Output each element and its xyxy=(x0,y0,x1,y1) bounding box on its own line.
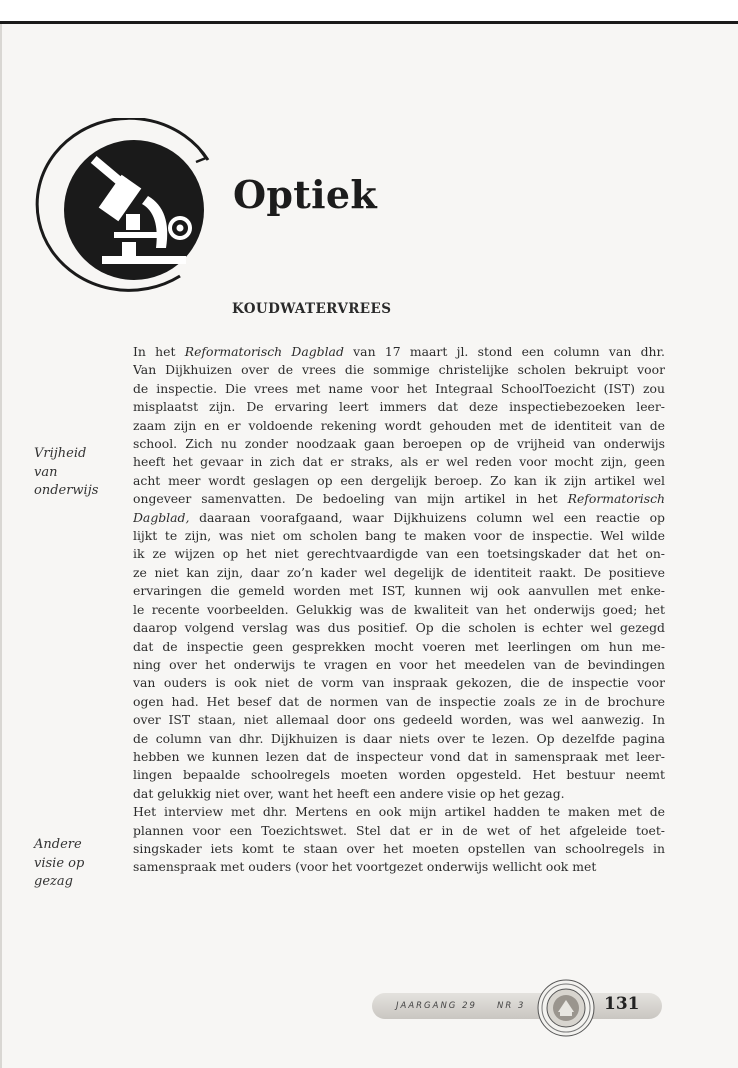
body-line: acht meer wordt geslagen op een dergelijk beroep. Zo kan ik zijn artikel wel xyxy=(133,472,665,488)
body-line: singskader iets komt te staan over het moeten opstellen van schoolregels in xyxy=(133,840,665,856)
body-line: hebben we kunnen lezen dat de inspecteur vond dat in samenspraak met leer- xyxy=(133,748,665,764)
seal-icon xyxy=(536,978,596,1038)
body-line: misplaatst zijn. De ervaring leert immers dat deze inspectiebezoeken leer- xyxy=(133,399,665,415)
page-number: 131 xyxy=(604,994,640,1014)
publication-name: Reformatorisch Dagblad xyxy=(184,344,344,359)
body-line: Het interview met dhr. Mertens en ook mijn artikel hadden te maken met de xyxy=(133,804,665,820)
margin-note-line: Vrijheid xyxy=(34,446,87,461)
body-line: over IST staan, niet allemaal door ons gedeeld worden, was wel aanwezig. In xyxy=(133,712,665,728)
body-line: ervaringen die gemeld worden met IST, kunnen wij ook aanvullen met enke- xyxy=(133,583,665,599)
top-rule xyxy=(0,0,738,24)
body-line: heeft het gevaar in zich dat er straks, als er wel reden voor mocht zijn, geen xyxy=(133,454,665,470)
page-edge xyxy=(0,24,2,1068)
body-line: plannen voor een Toezichtswet. Stel dat er in de wet of het afgeleide toet- xyxy=(133,822,665,838)
body-line: lijkt te zijn, was niet om scholen bang te maken voor de inspectie. Wel wilde xyxy=(133,528,665,544)
margin-note-line: visie op xyxy=(34,855,85,871)
body-line: ogen had. Het besef dat de normen van de inspectie zoals ze in de brochure xyxy=(133,693,665,709)
body-line: dat de inspectie geen gesprekken mocht voeren met leerlingen om hun me- xyxy=(133,638,665,654)
margin-note-line: onderwijs xyxy=(34,483,99,498)
margin-note-line: van xyxy=(34,464,58,480)
body-line: van ouders is ook niet de vorm van inspraak gekozen, die de inspectie voor xyxy=(133,675,665,691)
publication-name: Dagblad, xyxy=(133,509,190,525)
journal-issue: NR 3 xyxy=(497,1001,526,1011)
body-line: de inspectie. Die vrees met name voor het Integraal SchoolToezicht (IST) zou xyxy=(133,380,665,396)
body-line: samenspraak met ouders (voor het voortgezet onderwijs wellicht ook met xyxy=(133,859,597,875)
journal-volume: JAARGANG 29 xyxy=(396,1001,477,1011)
body-line: Dagblad, daaraan voorafgaand, waar Dijkhuizens column wel een reactie op xyxy=(133,509,665,525)
body-line: school. Zich nu zonder noodzaak gaan beroepen op de vrijheid van onderwijs xyxy=(133,436,665,452)
body-line: dat gelukkig niet over, want het heeft een andere visie op het gezag. xyxy=(133,785,565,801)
publication-name: Reformatorisch xyxy=(567,491,665,507)
body-line: ik ze wijzen op het niet gerechtvaardigde van een toetsingskader dat het on- xyxy=(133,546,665,562)
page-title: Optiek xyxy=(233,172,377,217)
article-body xyxy=(133,343,665,877)
margin-note-gezag xyxy=(34,836,129,892)
body-line: le recente voorbeelden. Gelukkig was de kwaliteit van het onderwijs goed; het xyxy=(133,601,665,617)
margin-note-line: gezag xyxy=(34,874,73,889)
body-line: In het Reformatorisch Dagblad van 17 maart jl. stond een column van dhr. xyxy=(133,344,665,359)
microscope-icon xyxy=(30,118,230,298)
body-line: ongeveer samenvatten. De bedoeling van mijn artikel in het Reformatorisch xyxy=(133,491,665,507)
body-line: ning over het onderwijs te vragen en voor het meedelen van de bevindingen xyxy=(133,656,665,672)
section-heading: KOUDWATERVREES xyxy=(232,301,392,317)
body-line: ze niet kan zijn, daar zo’n kader wel degelijk de identiteit raakt. De positieve xyxy=(133,564,665,580)
body-line: zaam zijn en er voldoende rekening wordt gehouden met de identiteit van de xyxy=(133,417,665,433)
body-line: lingen bepaalde schoolregels moeten worden opgesteld. Het bestuur neemt xyxy=(133,767,665,783)
margin-note-line: Andere xyxy=(34,837,82,852)
body-line: de column van dhr. Dijkhuizen is daar niets over te lezen. Op dezelfde pagina xyxy=(133,730,665,746)
margin-note-vrijheid xyxy=(34,445,129,501)
body-line: Van Dijkhuizen over de vrees die sommige christelijke scholen bekruipt voor xyxy=(133,362,665,378)
body-line: daarop volgend verslag was dus positief. Op die scholen is echter wel gezegd xyxy=(133,620,665,636)
